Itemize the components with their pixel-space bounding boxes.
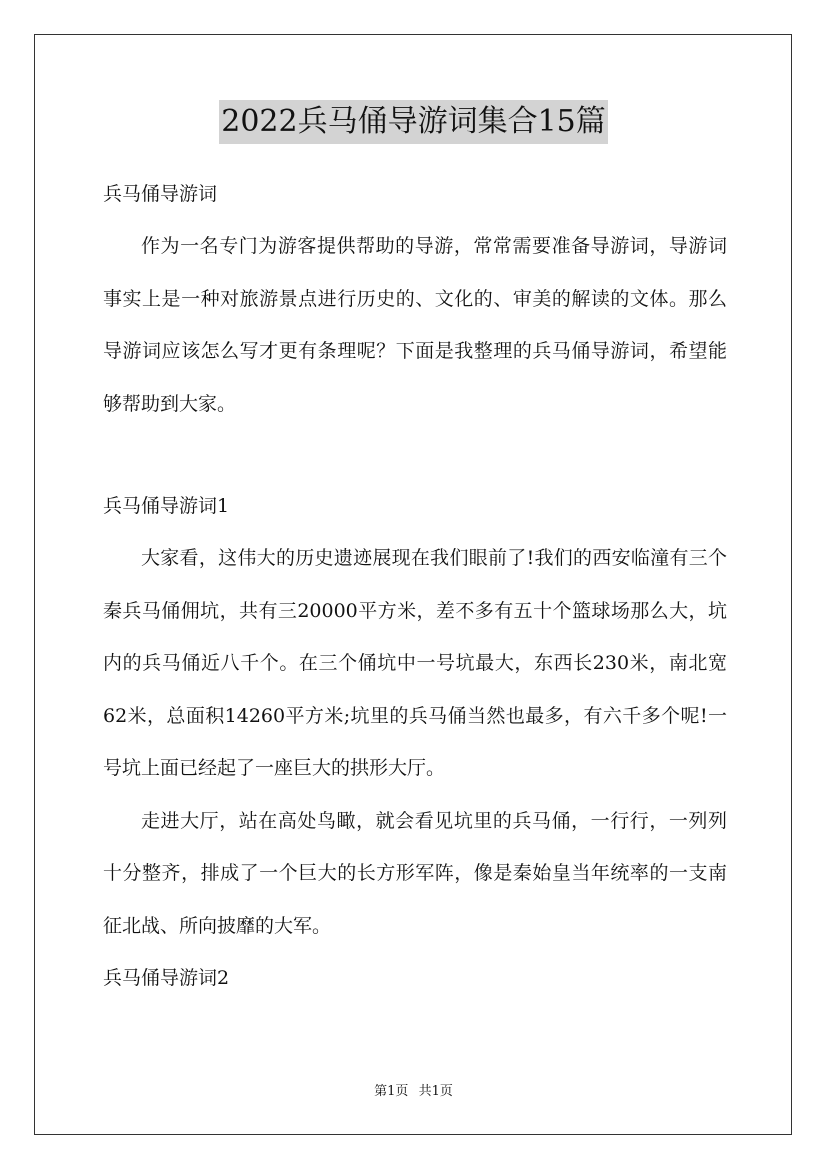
document-title: 2022兵马俑导游词集合15篇 bbox=[219, 100, 608, 144]
title-wrapper bbox=[0, 100, 827, 144]
intro-heading: 兵马俑导游词 bbox=[103, 183, 218, 205]
section-heading-2: 兵马俑导游词2 bbox=[103, 967, 230, 989]
section-heading-1: 兵马俑导游词1 bbox=[103, 495, 230, 517]
section-1-paragraph-2: 走进大厅，站在高处鸟瞰，就会看见坑里的兵马俑，一行行，一列列十分整齐，排成了一个巨大的长方形军阵，像是秦始皇当年统率的一支南征北战、所向披靡的大军。 bbox=[103, 809, 727, 937]
page-total: 共1页 bbox=[418, 1084, 453, 1099]
section-gap bbox=[103, 430, 727, 480]
page-number: 第1页 bbox=[374, 1084, 409, 1099]
section-1-paragraph-1: 大家看，这伟大的历史遗迹展现在我们眼前了!我们的西安临潼有三个秦兵马俑佣坑，共有三20000平方米，差不多有五十个篮球场那么大，坑内的兵马俑近八千个。在三个俑坑中一号坑最大，东西长230米，南北宽62米，总面积14260平方米;坑里的兵马俑当然也最多，有六千多个呢!一号坑上面已经起了一座巨大的拱形大厅。 bbox=[103, 547, 727, 779]
page-footer bbox=[0, 1083, 827, 1101]
document-body bbox=[103, 168, 727, 1004]
intro-paragraph: 作为一名专门为游客提供帮助的导游，常常需要准备导游词，导游词事实上是一种对旅游景点进行历史的、文化的、审美的解读的文体。那么导游词应该怎么写才更有条理呢？下面是我整理的兵马俑导游词，希望能够帮助到大家。 bbox=[103, 235, 727, 415]
